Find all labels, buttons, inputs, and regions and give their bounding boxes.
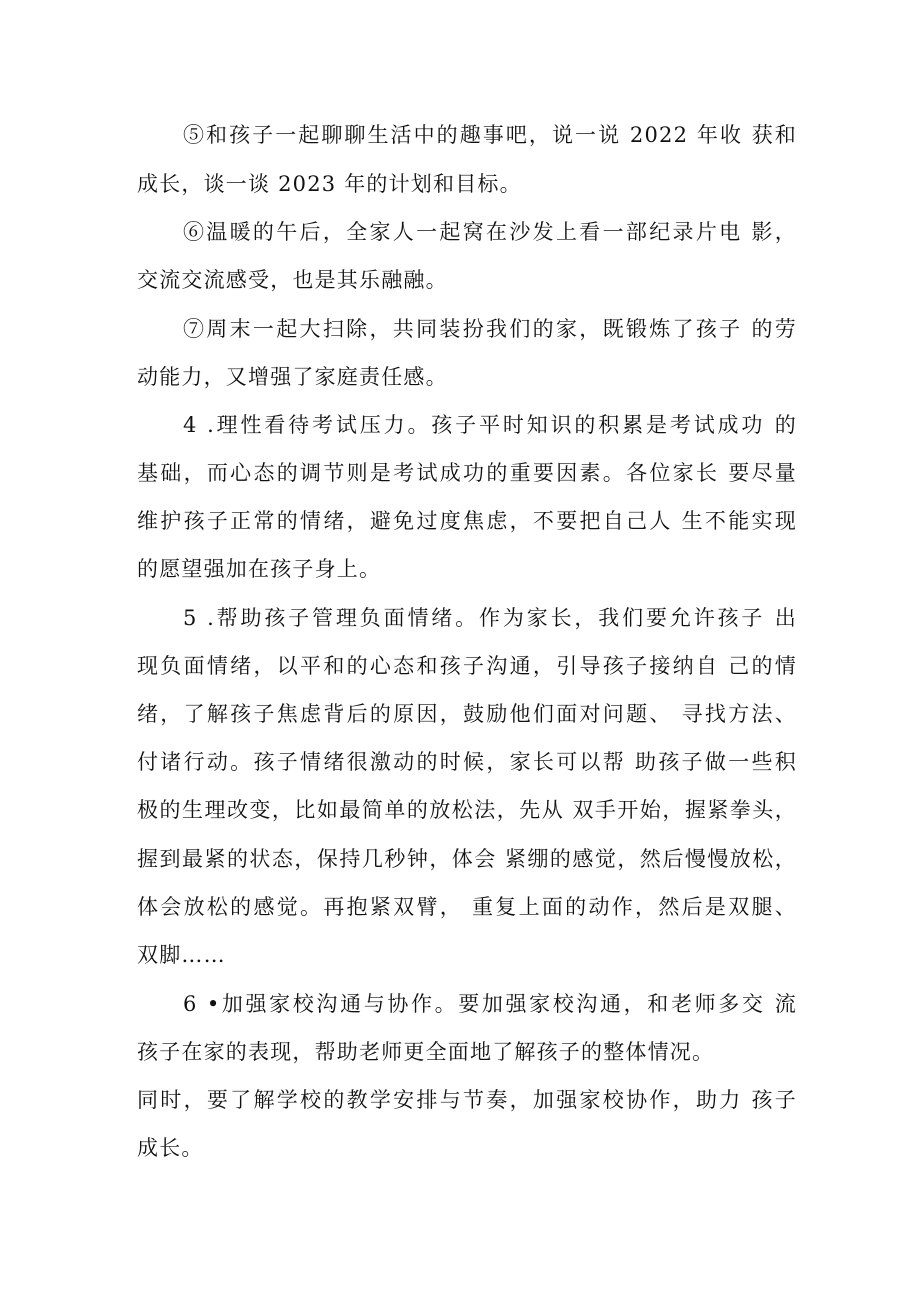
text-line: 动能力，又增强了家庭责任感。 bbox=[137, 365, 448, 389]
text-line: 基础，而心态的调节则是考试成功的重要因素。各位家长 要尽量 bbox=[137, 461, 797, 485]
text-line: 的愿望强加在孩子身上。 bbox=[137, 557, 382, 581]
text-line: 5 .帮助孩子管理负面情绪。作为家长，我们要允许孩子 出 bbox=[183, 606, 797, 630]
text-line: 付诸行动。孩子情绪很激动的时候，家长可以帮 助孩子做一些积 bbox=[137, 750, 797, 774]
text-line: 成长。 bbox=[137, 1136, 204, 1160]
text-line: 握到最紧的状态，保持几秒钟，体会 紧绷的感觉，然后慢慢放松， bbox=[137, 847, 797, 871]
text-line: 绪，了解孩子焦虑背后的原因，鼓励他们面对问题、 寻找方法、 bbox=[137, 702, 797, 726]
text-line: 双脚…… bbox=[137, 943, 226, 967]
text-line: 体会放松的感觉。再抱紧双臂， 重复上面的动作，然后是双腿、 bbox=[137, 895, 797, 919]
text-line: 交流交流感受，也是其乐融融。 bbox=[137, 268, 448, 292]
text-line: 6 •加强家校沟通与协作。要加强家校沟通，和老师多交 流 bbox=[183, 992, 797, 1016]
text-line: 现负面情绪，以平和的心态和孩子沟通，引导孩子接纳自 己的情 bbox=[137, 654, 797, 678]
text-line: ⑦周末一起大扫除，共同装扮我们的家，既锻炼了孩子 的劳 bbox=[183, 317, 797, 341]
text-line: ⑥温暖的午后，全家人一起窝在沙发上看一部纪录片电 影， bbox=[183, 220, 797, 244]
text-line: 同时，要了解学校的教学安排与节奏，加强家校协作，助力 孩子 bbox=[137, 1088, 797, 1112]
text-line: 维护孩子正常的情绪，避免过度焦虑，不要把自己人 生不能实现 bbox=[137, 509, 797, 533]
text-line: 孩子在家的表现，帮助老师更全面地了解孩子的整体情况。 bbox=[137, 1040, 715, 1064]
text-line: 成长，谈一谈 2023 年的计划和目标。 bbox=[137, 172, 522, 196]
text-line: ⑤和孩子一起聊聊生活中的趣事吧，说一说 2022 年收 获和 bbox=[183, 123, 797, 147]
text-line: 极的生理改变，比如最简单的放松法，先从 双手开始，握紧拳头， bbox=[137, 798, 797, 822]
text-line: 4 .理性看待考试压力。孩子平时知识的积累是考试成功 的 bbox=[183, 413, 797, 437]
